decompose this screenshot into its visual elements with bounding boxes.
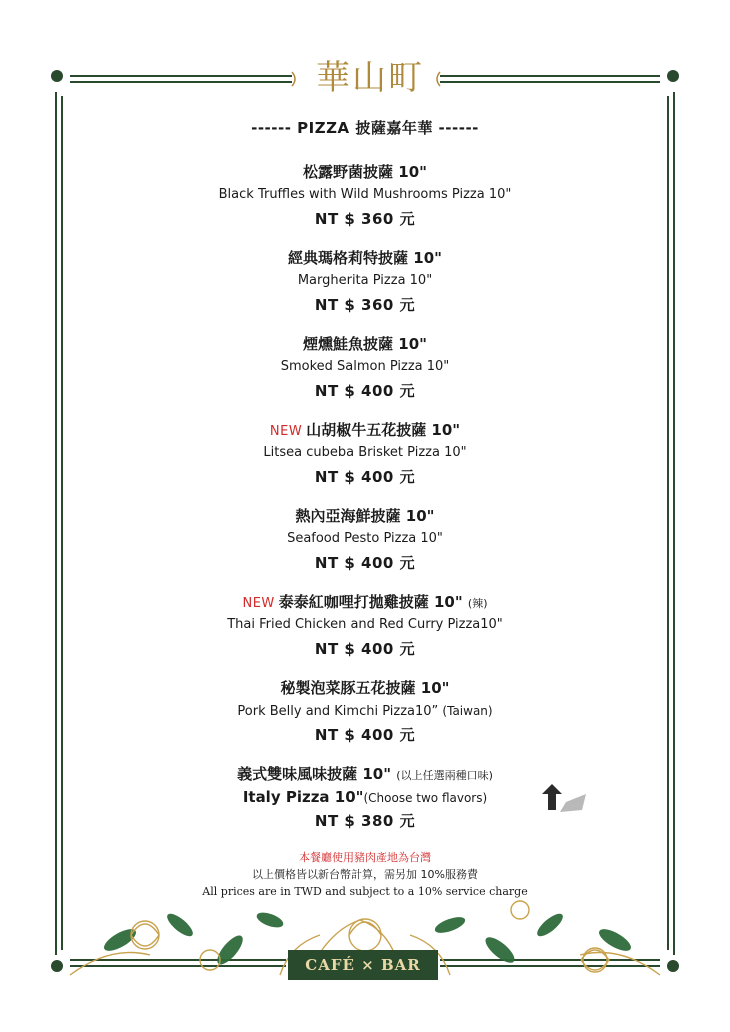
restaurant-logo: 華山町 <box>316 58 424 98</box>
item-price: NT $ 400 元 <box>314 382 416 400</box>
item-name-en: Litsea cubeba Brisket Pizza 10" <box>263 445 467 460</box>
item-price: NT $ 360 元 <box>314 296 416 314</box>
menu-item <box>0 246 730 332</box>
item-name-en: Italy Pizza 10" <box>242 788 364 806</box>
item-name-zh-row <box>0 762 730 786</box>
item-name-zh: 秘製泡菜豚五花披薩 10" <box>280 679 450 697</box>
choice-note-en: (Choose two flavors) <box>363 791 488 805</box>
menu-item <box>0 762 730 848</box>
service-charge-note-zh: 以上價格皆以新台幣計算，需另加 10%服務費 <box>252 868 478 881</box>
item-name-zh: 山胡椒牛五花披薩 10" <box>306 421 461 439</box>
pizza-menu <box>0 160 730 848</box>
item-name-en: Margherita Pizza 10" <box>297 273 433 288</box>
menu-item <box>0 418 730 504</box>
service-charge-note-en: All prices are in TWD and subject to a 10% service charge <box>202 885 528 898</box>
menu-item <box>0 676 730 762</box>
item-name-en: Black Truffles with Wild Mushrooms Pizza 10" <box>218 187 512 202</box>
menu-item <box>0 504 730 590</box>
new-badge: NEW <box>269 424 303 439</box>
menu-item <box>0 160 730 246</box>
origin-note: (Taiwan) <box>442 704 493 718</box>
item-name-zh: 經典瑪格莉特披薩 10" <box>288 249 442 267</box>
menu-item <box>0 332 730 418</box>
item-name-en: Pork Belly and Kimchi Pizza10” <box>237 704 439 719</box>
menu-item <box>0 590 730 676</box>
cafe-bar-badge: CAFÉ × BAR <box>288 950 438 980</box>
item-name-zh: 義式雙味風味披薩 10" <box>237 765 392 783</box>
pork-origin-note: 本餐廳使用豬肉產地為台灣 <box>299 851 431 864</box>
item-price: NT $ 400 元 <box>314 726 416 744</box>
item-name-en-row <box>0 700 730 722</box>
item-name-en: Seafood Pesto Pizza 10" <box>287 531 443 546</box>
item-name-zh: 熱內亞海鮮披薩 10" <box>295 507 435 525</box>
spicy-note: (辣) <box>467 597 488 610</box>
item-price: NT $ 380 元 <box>314 812 416 830</box>
item-name-zh: 煙燻鮭魚披薩 10" <box>303 335 427 353</box>
item-price: NT $ 400 元 <box>314 468 416 486</box>
choice-note-zh: (以上任選兩種口味) <box>396 769 493 782</box>
item-price: NT $ 360 元 <box>314 210 416 228</box>
item-name-en: Smoked Salmon Pizza 10" <box>280 359 450 374</box>
arrow-up-icon <box>540 782 588 814</box>
new-badge: NEW <box>242 596 275 611</box>
item-name-en-row <box>0 786 730 808</box>
item-price: NT $ 400 元 <box>314 554 416 572</box>
item-name-zh-row <box>0 418 730 442</box>
section-title: ------ PIZZA 披薩嘉年華 ------ <box>251 119 479 137</box>
item-name-zh: 泰泰紅咖哩打拋雞披薩 10" <box>278 593 463 611</box>
item-price: NT $ 400 元 <box>314 640 416 658</box>
item-name-en: Thai Fried Chicken and Red Curry Pizza10" <box>227 617 503 632</box>
item-name-zh: 松露野菌披薩 10" <box>303 163 427 181</box>
item-name-zh-row <box>0 590 730 614</box>
